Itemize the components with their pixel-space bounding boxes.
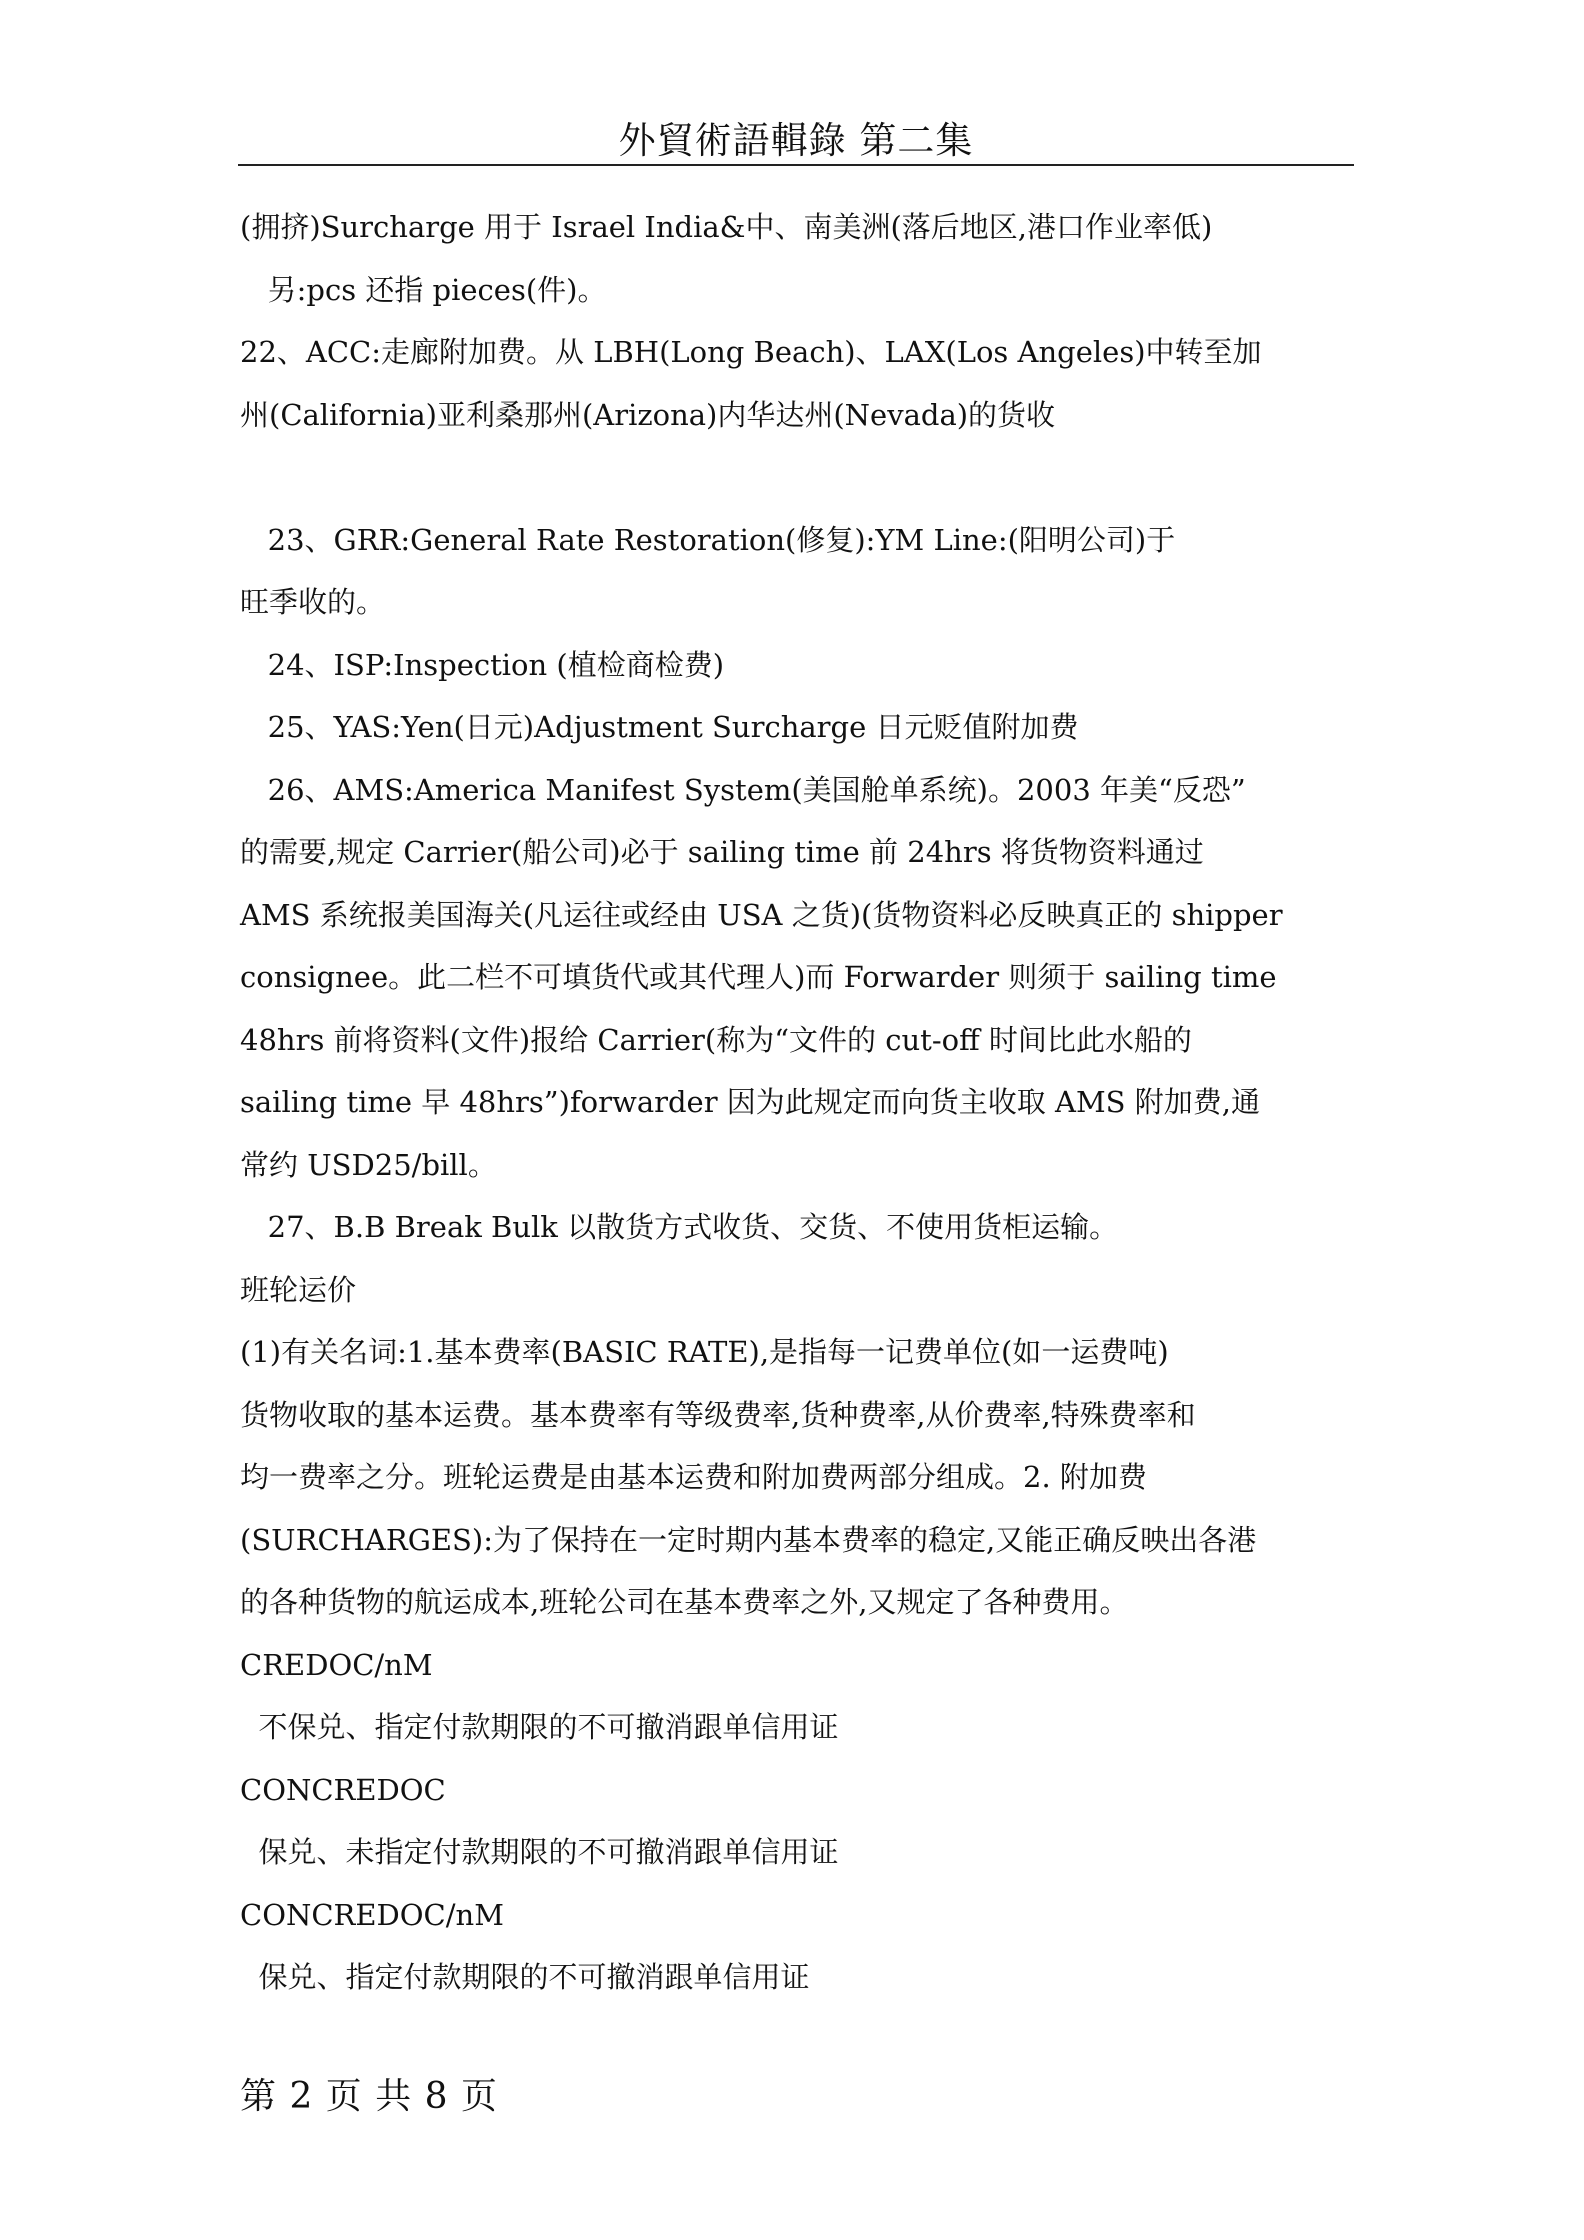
text-line: 旺季收的。 [240,585,386,619]
term-definition: 保兑、未指定付款期限的不可撤消跟单信用证 [240,1835,839,1869]
text-line: 48hrs 前将资料(文件)报给 Carrier(称为“文件的 cut-off 时间比此水船的 [240,1022,1192,1057]
text-line: 27、B.B Break Bulk 以散货方式收货、交货、不使用货柜运输。 [240,1210,1119,1244]
term-heading: CONCREDOC [240,1772,446,1807]
text-line: (拥挤)Surcharge 用于 Israel India&中、南美洲(落后地区,港口作业率低) [240,210,1213,244]
term-definition: 保兑、指定付款期限的不可撤消跟单信用证 [240,1960,810,1994]
text-line: 25、YAS:Yen(日元)Adjustment Surcharge 日元贬值附加费 [240,710,1079,744]
header-divider [238,164,1354,166]
text-line: AMS 系统报美国海关(凡运往或经由 USA 之货)(货物资料必反映真正的 shipper [240,897,1283,932]
term-heading: CONCREDOC/nM [240,1897,504,1932]
text-line: 州(California)亚利桑那州(Arizona)内华达州(Nevada)的货收 [240,397,1056,432]
text-line: 26、AMS:America Manifest System(美国舱单系统)。2003 年美“反恐” [240,772,1246,807]
text-line: 的需要,规定 Carrier(船公司)必于 sailing time 前 24hrs 将货物资料通过 [240,835,1204,869]
text-line: sailing time 早 48hrs”)forwarder 因为此规定而向货主收取 AMS 附加费,通 [240,1085,1260,1119]
text-line: (SURCHARGES):为了保持在一定时期内基本费率的稳定,又能正确反映出各港 [240,1522,1257,1557]
text-line: 均一费率之分。班轮运费是由基本运费和附加费两部分组成。2. 附加费 [240,1460,1147,1494]
section-heading: 班轮运价 [240,1272,357,1307]
term-heading: CREDOC/nM [240,1647,433,1682]
text-line: 的各种货物的航运成本,班轮公司在基本费率之外,又规定了各种费用。 [240,1585,1129,1619]
text-line: 24、ISP:Inspection (植检商检费) [240,647,725,682]
text-line: (1)有关名词:1.基本费率(BASIC RATE),是指每一记费单位(如一运费吨) [240,1335,1169,1369]
document-body [240,196,1352,2009]
page-number: 第 2 页 共 8 页 [240,2076,499,2117]
text-line: 22、ACC:走廊附加费。从 LBH(Long Beach)、LAX(Los Angeles)中转至加 [240,335,1262,369]
term-definition: 不保兑、指定付款期限的不可撤消跟单信用证 [240,1710,839,1744]
text-line: 另:pcs 还指 pieces(件)。 [240,272,607,307]
text-line: consignee。此二栏不可填货代或其代理人)而 Forwarder 则须于 sailing time [240,960,1277,994]
blank-line [240,446,1352,509]
text-line: 常约 USD25/bill。 [240,1147,497,1182]
text-line: 23、GRR:General Rate Restoration(修复):YM Line:(阳明公司)于 [240,522,1176,557]
page-title: 外貿術語輯錄 第二集 [618,119,974,162]
text-line: 货物收取的基本运费。基本费率有等级费率,货种费率,从价费率,特殊费率和 [240,1397,1196,1432]
